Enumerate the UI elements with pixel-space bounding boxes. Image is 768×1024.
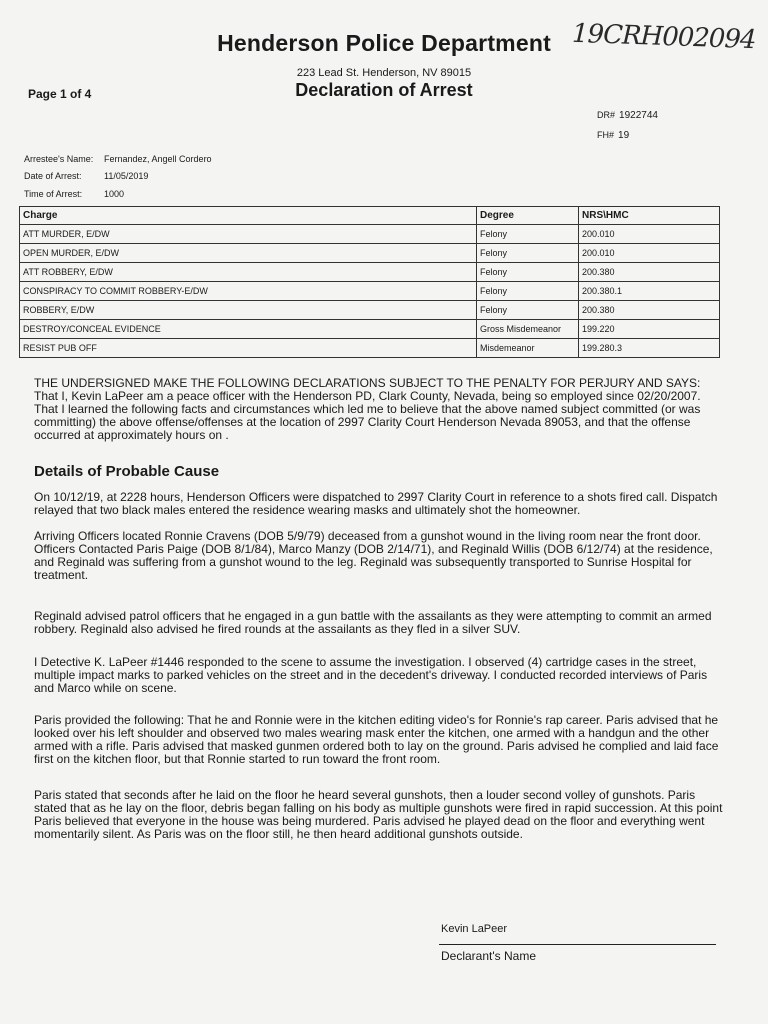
degree-header: Degree [477, 207, 579, 225]
dr-label: DR# [597, 110, 616, 120]
charge-cell: ATT ROBBERY, E/DW [20, 263, 477, 282]
statute-cell: 200.380.1 [579, 282, 720, 301]
table-row [20, 282, 720, 301]
arrest-time-label: Time of Arrest: [24, 189, 83, 199]
charge-header: Charge [20, 207, 477, 225]
document-title: Declaration of Arrest [295, 80, 473, 100]
charge-cell: OPEN MURDER, E/DW [20, 244, 477, 263]
probable-cause-paragraph: Paris provided the following: That he and Ronnie were in the kitchen editing video's for Ronnie's rap career. Paris advised that he looked over his left shoulder and observed two males wearing mask enter the kitchen, one armed with a handgun and the other armed with a rifle. Paris advised that masked gunmen ordered both to lay on the ground. Paris advised he complied and laid face first on the kitchen floor, but that Ronnie started to run toward the front room. [34, 713, 719, 766]
table-row [20, 225, 720, 244]
arrest-date-label: Date of Arrest: [24, 171, 82, 181]
probable-cause-heading: Details of Probable Cause [34, 463, 220, 480]
arrest-time: 1000 [104, 189, 125, 199]
declarant-name-label: Declarant's Name [441, 949, 536, 963]
statute-cell: 200.010 [579, 225, 720, 244]
charge-cell: ROBBERY, E/DW [20, 301, 477, 320]
table-row [20, 301, 720, 320]
signature-line [439, 944, 716, 945]
dr-value: 1922744 [619, 110, 658, 121]
arrestee-name-label: Arrestee's Name: [24, 154, 94, 164]
charges-table [19, 206, 720, 358]
probable-cause-paragraph: Arriving Officers located Ronnie Cravens (DOB 5/9/79) deceased from a gunshot wound in the living room near the front door. Officers Contacted Paris Paige (DOB 8/1/84), Marco Manzy (DOB 2/14/71), and Reginald Willis (DOB 6/12/74) at the residence, and Reginald was suffering from a gunshot wound to the leg. Reginald was subsequently transported to Sunrise Hospital for treatment. [34, 529, 713, 582]
charge-cell: ATT MURDER, E/DW [20, 225, 477, 244]
charge-cell: CONSPIRACY TO COMMIT ROBBERY-E/DW [20, 282, 477, 301]
statute-cell: 199.220 [579, 320, 720, 339]
fh-number [597, 130, 629, 141]
degree-cell: Felony [477, 244, 579, 263]
statute-header: NRS\HMC [579, 207, 720, 225]
statute-cell: 199.280.3 [579, 339, 720, 358]
charge-cell: RESIST PUB OFF [20, 339, 477, 358]
table-row [20, 263, 720, 282]
table-row [20, 339, 720, 358]
handwritten-case-number: 19CRH002094 [571, 18, 756, 56]
department-title: Henderson Police Department [217, 30, 551, 56]
arrest-date: 11/05/2019 [104, 171, 149, 181]
dr-number [597, 110, 658, 121]
declaration-text: THE UNDERSIGNED MAKE THE FOLLOWING DECLARATIONS SUBJECT TO THE PENALTY FOR PERJURY AND SAYS: That I, Kevin LaPeer am a peace officer with the Henderson PD, Clark County, Nevada, being so employed since 02/20/2007. That I learned the following facts and circumstances which led me to believe that the above named subject committed (or was committing) the above offense/offenses at the location of 2997 Clarity Court Henderson Nevada 89053, and that the offense occurred at approximately hours on . [34, 376, 701, 442]
arrestee-name: Fernandez, Angell Cordero [104, 154, 212, 164]
degree-cell: Misdemeanor [477, 339, 579, 358]
probable-cause-paragraph: Reginald advised patrol officers that he engaged in a gun battle with the assailants as they were attempting to commit an armed robbery. Reginald also advised he fired rounds at the assailants as they fled in a silver SUV. [34, 609, 712, 636]
charge-cell: DESTROY/CONCEAL EVIDENCE [20, 320, 477, 339]
statute-cell: 200.010 [579, 244, 720, 263]
department-address: 223 Lead St. Henderson, NV 89015 [296, 67, 472, 79]
fh-value: 19 [618, 130, 630, 141]
probable-cause-paragraph: On 10/12/19, at 2228 hours, Henderson Officers were dispatched to 2997 Clarity Court in reference to a shots fired call. Dispatch relayed that two black males entered the residence wearing masks and ultimately shot the homeowner. [34, 490, 718, 517]
fh-label: FH# [597, 130, 615, 140]
probable-cause-paragraph: Paris stated that seconds after he laid on the floor he heard several gunshots, then a louder second volley of gunshots. Paris stated that as he lay on the floor, debris began falling on his body as multiple gunshots were fired in rapid succession. At this point Paris believed that everyone in the house was being murdered. Paris advised he played dead on the floor and everything went momentarily silent. As Paris was on the floor still, he then heard additional gunshots outside. [34, 788, 723, 841]
degree-cell: Gross Misdemeanor [477, 320, 579, 339]
table-row [20, 320, 720, 339]
statute-cell: 200.380 [579, 301, 720, 320]
charges-header-row [20, 207, 720, 225]
degree-cell: Felony [477, 282, 579, 301]
degree-cell: Felony [477, 225, 579, 244]
degree-cell: Felony [477, 301, 579, 320]
declarant-name: Kevin LaPeer [441, 923, 508, 935]
degree-cell: Felony [477, 263, 579, 282]
page-number: Page 1 of 4 [28, 87, 92, 101]
probable-cause-paragraph: I Detective K. LaPeer #1446 responded to the scene to assume the investigation. I observed (4) cartridge cases in the street, multiple impact marks to parked vehicles on the street and in the decedent's driveway. I conducted recorded interviews of Paris and Marco while on scene. [34, 655, 708, 695]
table-row [20, 244, 720, 263]
statute-cell: 200.380 [579, 263, 720, 282]
